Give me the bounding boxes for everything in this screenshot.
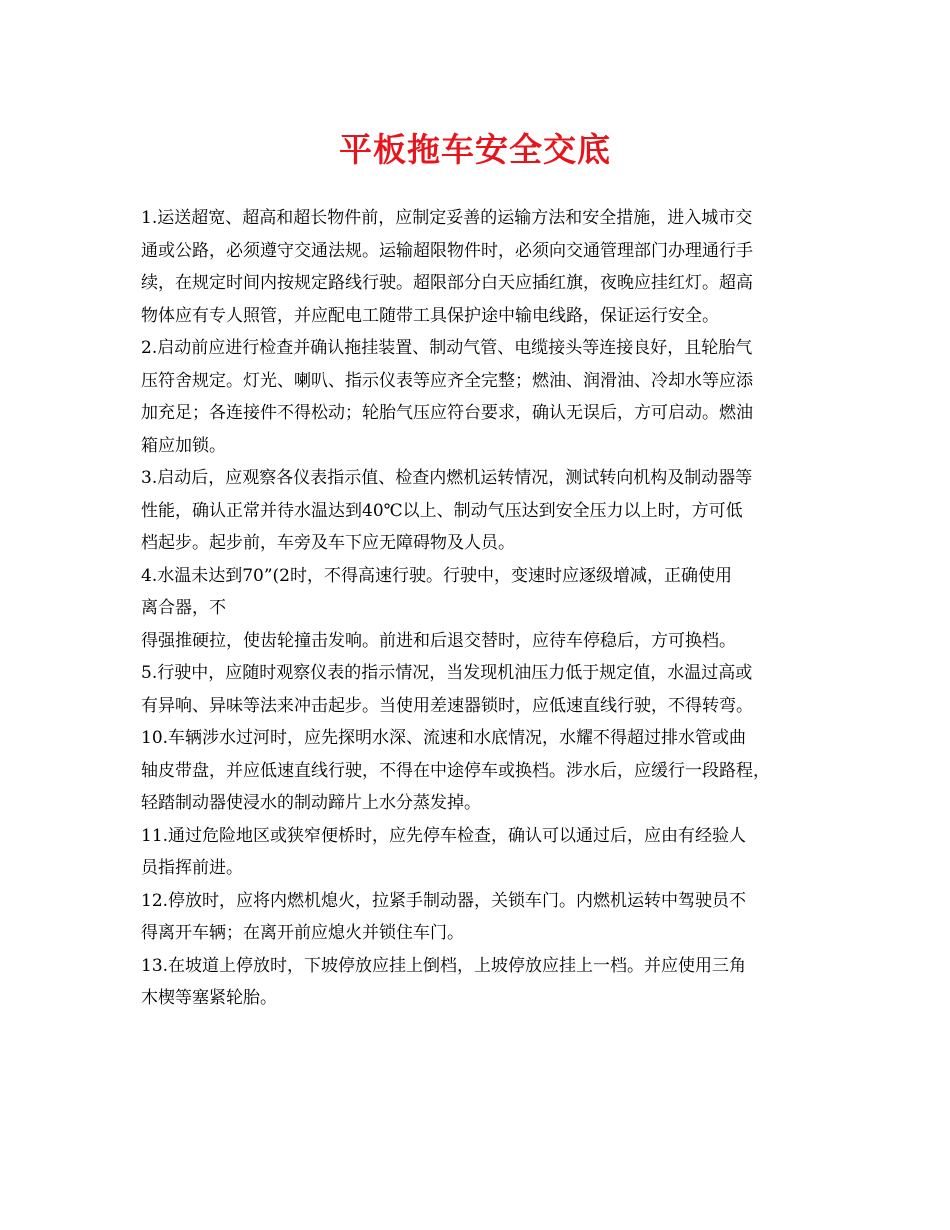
document-title: 平板拖车安全交底 [339, 130, 611, 169]
text-line: 通或公路，必须遵守交通法规。运输超限物件时，必须向交通管理部门办理通行手 [141, 240, 753, 261]
paragraph-10 [141, 950, 821, 1015]
paragraph-4 [141, 560, 821, 625]
text-line: 轻踏制动器使浸水的制动蹄片上水分蒸发掉。 [141, 793, 481, 813]
text-line: 性能，确认正常并待水温达到40℃以上、制动气压达到安全压力以上时，方可低 [141, 500, 743, 521]
text-line: 得离开车辆；在离开前应熄火并锁住车门。 [141, 923, 464, 943]
text-line: 2.启动前应进行检查并确认拖挂装置、制动气管、电缆接头等连接良好，且轮胎气 [141, 338, 753, 358]
text-line: 压符舍规定。灯光、喇叭、指示仪表等应齐全完整；燃油、润滑油、冷却水等应添 [141, 370, 753, 391]
text-line: 续，在规定时间内按规定路线行驶。超限部分白天应插红旗，夜晚应挂红灯。超高 [141, 273, 753, 293]
paragraph-5 [141, 625, 821, 658]
text-line: 物体应有专人照管，并应配电工随带工具保护途中输电线路，保证运行安全。 [141, 305, 719, 326]
text-line: 5.行驶中，应随时观察仪表的指示情况，当发现机油压力低于规定值，水温过高或 [141, 663, 753, 683]
paragraph-8 [141, 820, 821, 885]
paragraph-2 [141, 332, 821, 462]
paragraph-6 [141, 657, 821, 722]
text-line: 12.停放时，应将内燃机熄火，拉紧手制动器，关锁车门。内燃机运转中驾驶员不 [141, 890, 747, 911]
paragraph-3 [141, 462, 821, 560]
paragraph-9 [141, 885, 821, 950]
text-line: 离合器，不 [141, 598, 226, 618]
document-body [141, 202, 821, 1015]
paragraph-1 [141, 202, 821, 332]
text-line: 4.水温未达到70”(2时，不得高速行驶。行驶中，变速时应逐级增减，正确使用 [141, 565, 732, 586]
text-line: 加充足；各连接件不得松动；轮胎气压应符台要求，确认无误后，方可启动。燃油 [141, 403, 753, 423]
paragraph-7 [141, 722, 821, 820]
text-line: 得强推硬拉，使齿轮撞击发响。前进和后退交替时，应待车停稳后，方可换档。 [141, 630, 736, 651]
text-line: 员指挥前进。 [141, 858, 243, 878]
text-line: 3.启动后，应观察各仪表指示值、检查内燃机运转情况，测试转向机构及制动器等 [141, 468, 753, 488]
text-line: 13.在坡道上停放时，下坡停放应挂上倒档，上坡停放应挂上一档。并应使用三角 [141, 955, 747, 976]
text-line: 11.通过危险地区或狭窄便桥时，应先停车检查，确认可以通过后，应由有经验人 [141, 825, 747, 846]
text-line: 轴皮带盘，并应低速直线行驶，不得在中途停车或换档。涉水后，应缓行一段路程， [141, 760, 770, 781]
text-line: 档起步。起步前，车旁及车下应无障碍物及人员。 [141, 533, 515, 553]
text-line: 1.运送超宽、超高和超长物件前，应制定妥善的运输方法和安全措施，进入城市交 [141, 208, 753, 228]
text-line: 有异响、异味等法来冲击起步。当使用差速器锁时，应低速直线行驶，不得转弯。 [141, 695, 753, 716]
text-line: 10.车辆涉水过河时，应先探明水深、流速和水底情况，水耀不得超过排水管或曲 [141, 728, 747, 748]
text-line: 箱应加锁。 [141, 435, 226, 456]
text-line: 木楔等塞紧轮胎。 [141, 988, 277, 1008]
